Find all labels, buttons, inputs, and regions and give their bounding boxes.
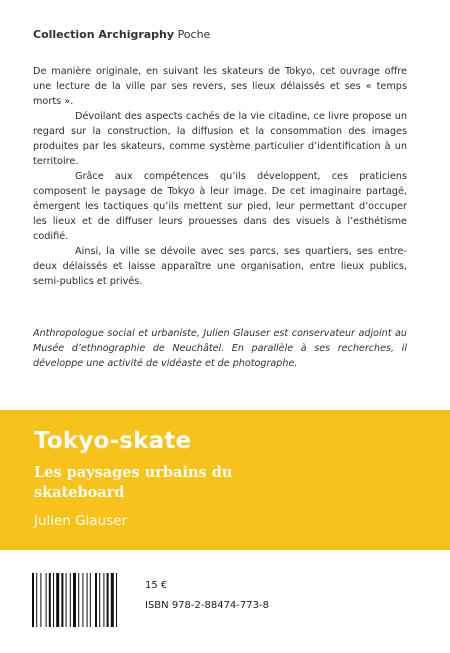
series-name: Collection Archigraphy [33,28,175,41]
book-subtitle: Les paysages urbains du skateboard [34,464,233,501]
blurb-paragraph: Grâce aux compétences qu’ils développent, ces praticiens composent le paysage de Tokyo à leur image. De cet imaginaire partagé, émergent les tactiques qu’ils mettent sur pied, leur permettant d’occuper les lieux et de diffuser leurs prouesses dans des visuels à l’esthétisme codifié. [33,171,407,242]
series-sub: Poche [177,28,211,41]
back-cover-blurb [33,64,407,289]
price: 15 € [145,580,168,591]
blurb-paragraph: De manière originale, en suivant les skateurs de Tokyo, cet ouvrage offre une lecture de la ville par ses revers, ses lieux délaissés et ses « temps morts ». [33,66,407,107]
series-label [33,28,210,41]
barcode-icon [30,573,140,627]
isbn: ISBN 978-2-88474-773-8 [145,600,269,611]
book-author: Julien Glauser [34,513,128,529]
blurb-paragraph: Ainsi, la ville se dévoile avec ses parcs, ses quartiers, ses entre-deux délaissés et laisse apparaître une organisation, entre lieux publics, semi-publics et privés. [33,246,407,287]
book-title: Tokyo-skate [34,428,192,454]
blurb-paragraph: Dévoilant des aspects cachés de la vie citadine, ce livre propose un regard sur la construction, la diffusion et la consommation des images produites par les skateurs, comme système particulier d’identification à un territoire. [33,111,407,167]
author-bio: Anthropologue social et urbaniste, Julien Glauser est conservateur adjoint au Musée d’ethnographie de Neuchâtel. En parallèle à ses recherches, il développe une activité de vidéaste et de photographe. [33,328,407,369]
